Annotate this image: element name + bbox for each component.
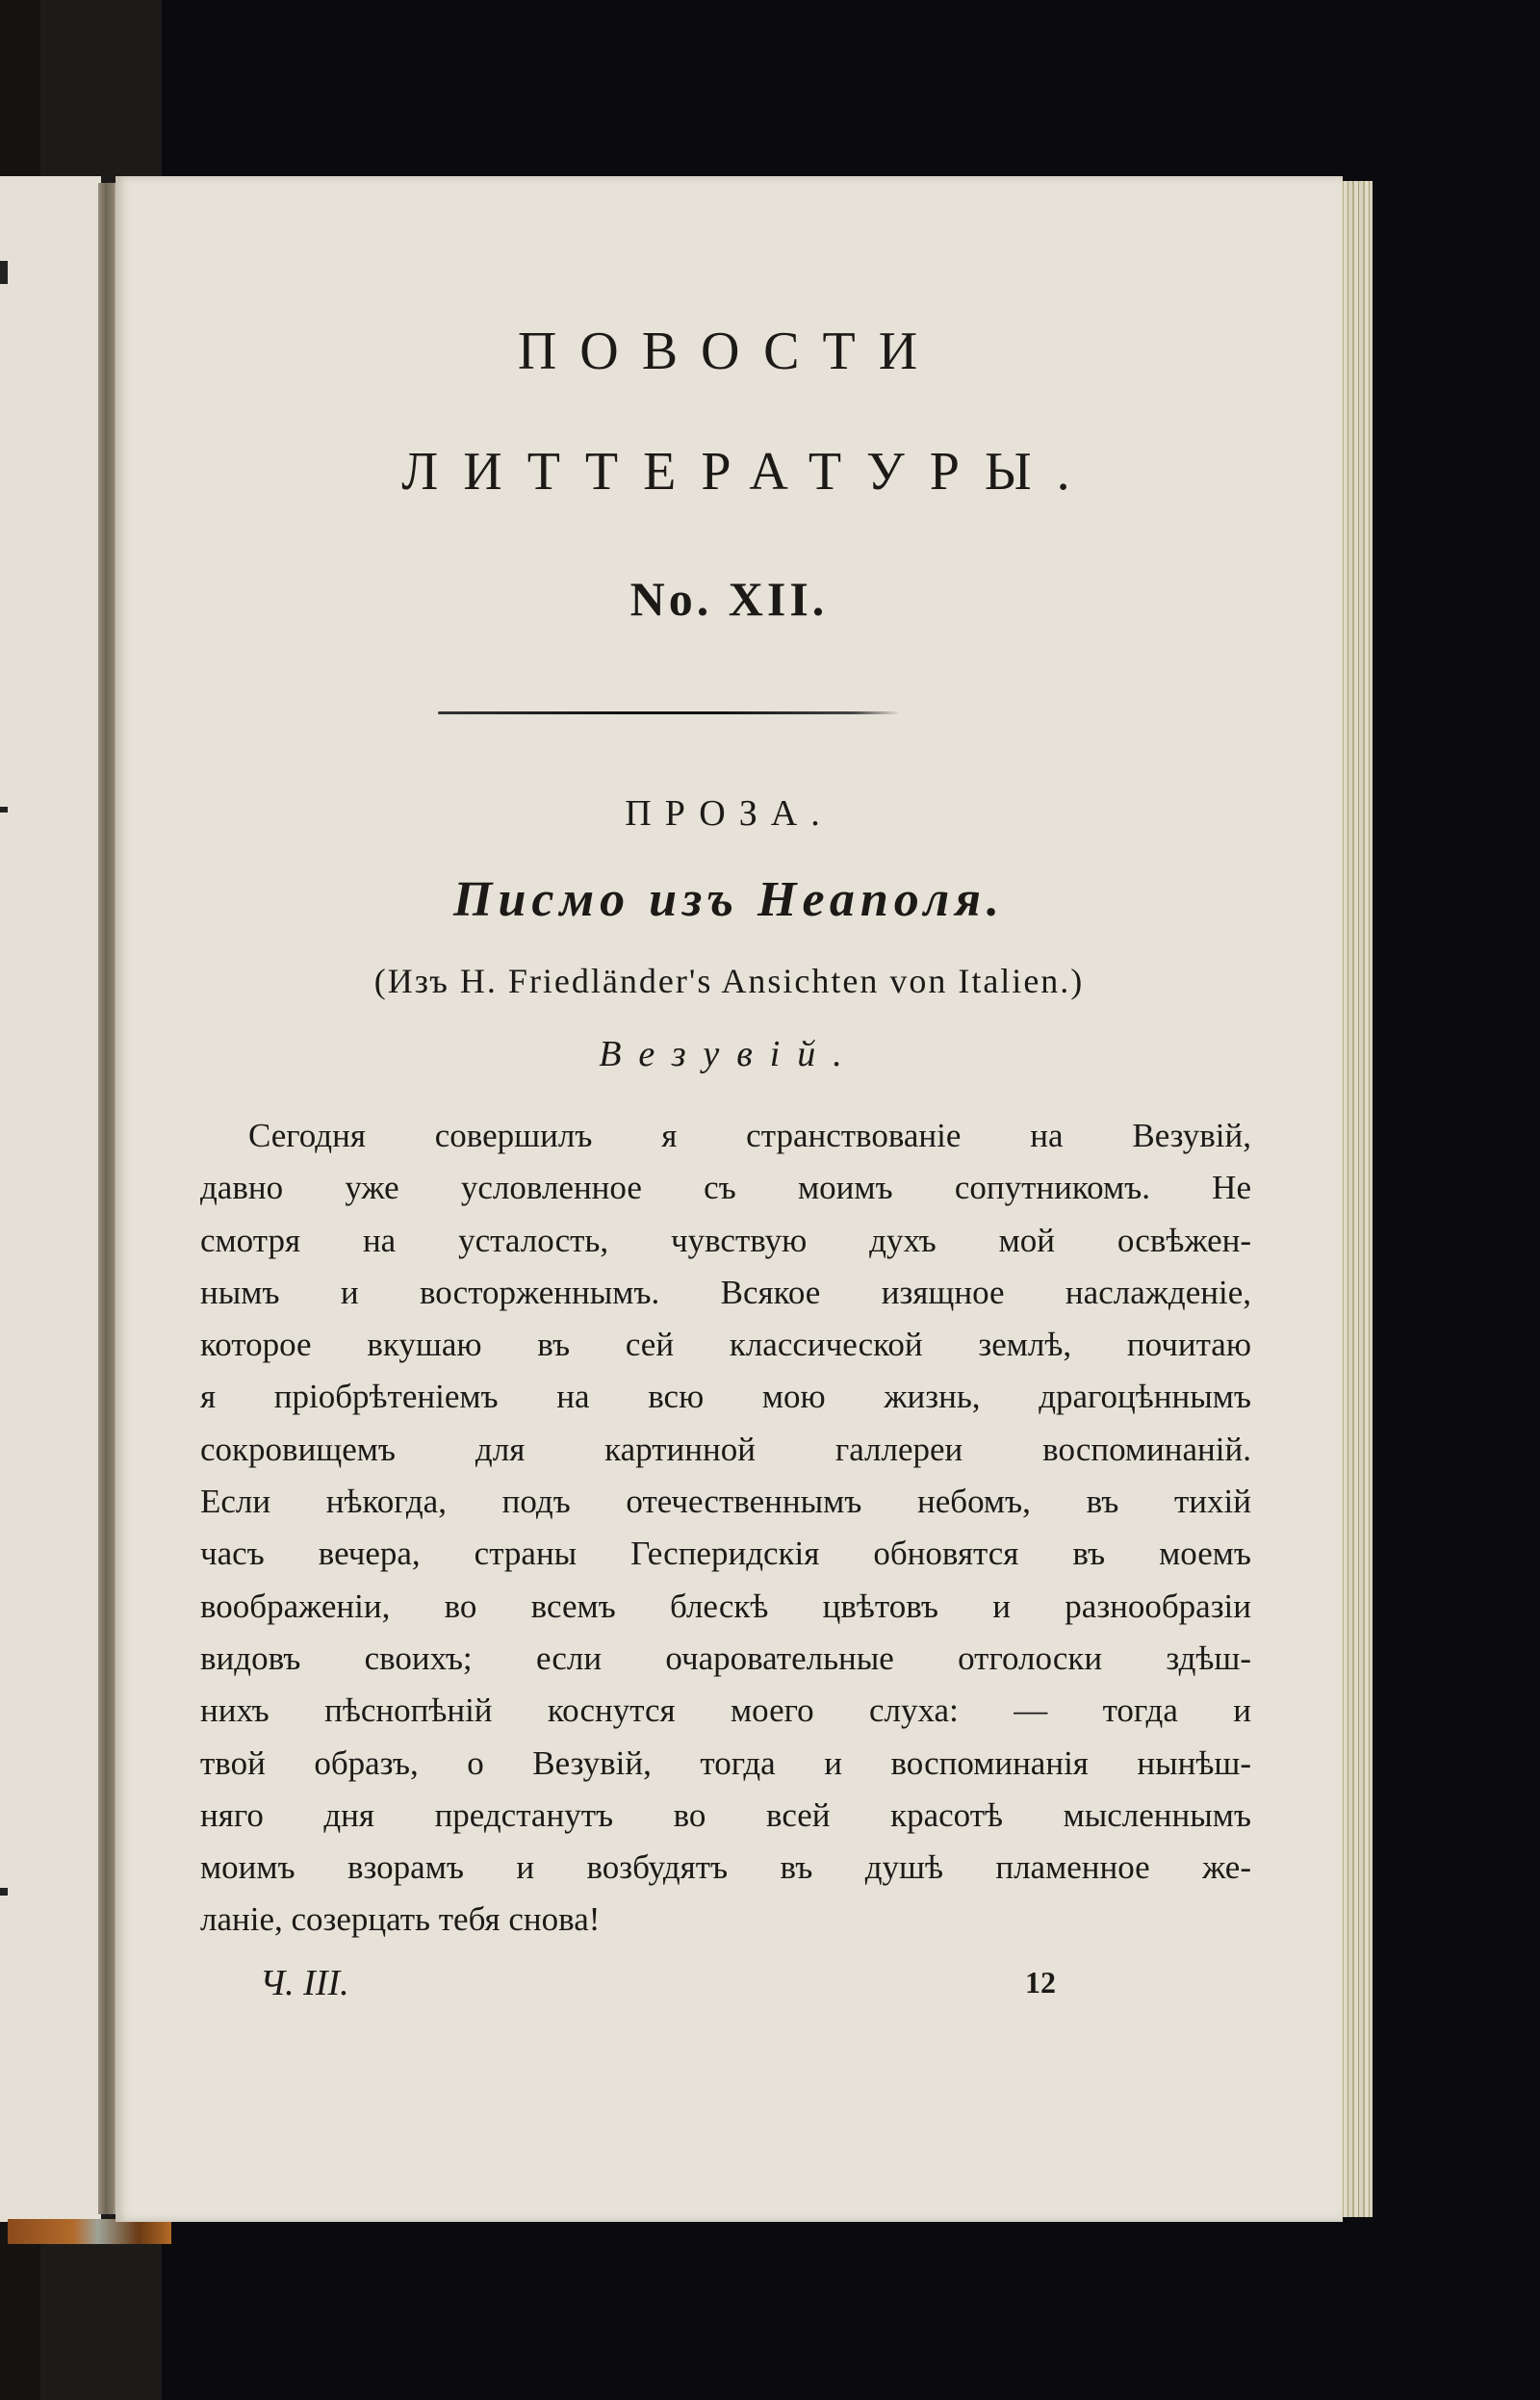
article-source: (Изъ H. Friedländer's Ansichten von Italien.) [373, 962, 1085, 1000]
body-line: Сегодня совершилъ я странствованіе на Везувій, [248, 1117, 1251, 1154]
body-line: которое вкушаю въ сей классической землѣ, почитаю [200, 1326, 1251, 1364]
body-line: воображеніи, во всемъ блескѣ цвѣтовъ и разнообразіи [200, 1587, 1251, 1625]
article-body [200, 1110, 1251, 1947]
body-line: смотря на усталость, чувствую духъ мой освѣжен- [200, 1221, 1251, 1259]
article-title: Писмо изъ Неаполя. [453, 872, 1005, 927]
body-line: Если нѣкогда, подъ отечественнымъ небомъ, въ тихій [200, 1483, 1251, 1521]
journal-title-line1: ПОВОСТИ [517, 322, 941, 381]
body-line: моимъ взорамъ и возбудятъ въ душѣ пламенное же- [200, 1848, 1251, 1887]
book-binding [8, 2219, 171, 2244]
section-label: ПРОЗА. [625, 793, 834, 834]
issue-number: No. XII. [629, 572, 829, 626]
article-subheading: Везувій. [599, 1034, 860, 1074]
gathering-number: 12 [1025, 1965, 1056, 2000]
body-line: часъ вечера, страны Гесперидскія обновятся въ моемъ [200, 1535, 1251, 1573]
body-line: твой образъ, о Везувій, тогда и воспоминанія нынѣш- [200, 1743, 1251, 1782]
left-page-text-fragment [0, 807, 8, 813]
body-line: ланіе, созерцать тебя снова! [200, 1900, 601, 1939]
journal-title-line2: ЛИТТЕРАТУРЫ. [401, 442, 1095, 502]
left-page-text-fragment [0, 261, 8, 284]
left-page-edge [0, 176, 101, 2222]
body-line: я пріобрѣтеніемъ на всю мою жизнь, драгоцѣннымъ [200, 1378, 1251, 1416]
body-line: сокровищемъ для картинной галлереи воспоминаній. [200, 1430, 1251, 1468]
body-line: нымъ и восторженнымъ. Всякое изящное наслажденіе, [200, 1273, 1251, 1311]
body-line: няго дня предстанутъ во всей красотѣ мысленнымъ [200, 1795, 1251, 1834]
book-page [116, 176, 1343, 2222]
left-page-text-fragment [0, 1888, 8, 1896]
volume-signature: Ч. III. [260, 1963, 349, 2003]
body-line: давно уже условленное съ моимъ сопутникомъ. Не [200, 1169, 1251, 1207]
body-line: видовъ своихъ; если очаровательные отголоски здѣш- [200, 1639, 1251, 1677]
book-gutter [98, 183, 117, 2214]
decorative-rule [438, 711, 900, 714]
body-line: нихъ пѣснопѣній коснутся моего слуха: — тогда и [200, 1691, 1251, 1730]
